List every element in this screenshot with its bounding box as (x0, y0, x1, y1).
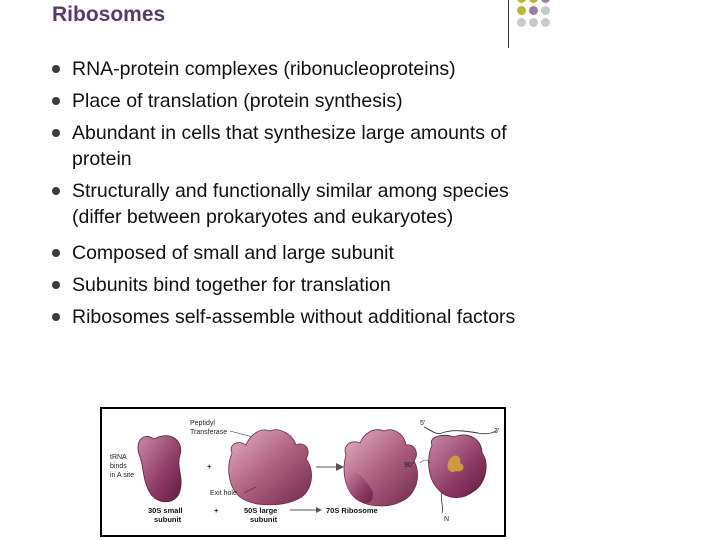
bullet-list (50, 56, 550, 336)
bullet-icon (52, 187, 60, 195)
small-subunit-label-line1: 30S small (148, 506, 183, 515)
divider-line (508, 0, 509, 48)
ribosome-diagram (102, 409, 506, 537)
bullet-icon (52, 249, 60, 257)
bullet-text: Composed of small and large subunit (72, 242, 394, 264)
small-subunit-shape (138, 436, 181, 502)
peptidyl-label-line1: Peptidyl (190, 420, 215, 427)
ribosome-70s-label: 70S Ribosome (326, 506, 378, 515)
bullet-icon (52, 65, 60, 73)
trna-label-line2: binds (110, 463, 127, 470)
label-arrow-head (316, 507, 322, 513)
plus-sign-bottom: + (214, 506, 219, 515)
large-subunit-label-line2: subunit (250, 515, 278, 524)
bullet-item (50, 178, 550, 230)
five-prime-label: 5' (420, 420, 426, 427)
bullet-icon (52, 129, 60, 137)
decorative-dot (529, 6, 538, 15)
bullet-text: Place of translation (protein synthesis) (72, 90, 403, 112)
mrna-strand (424, 427, 496, 434)
decorative-dot (541, 6, 550, 15)
decorative-dot (541, 0, 550, 3)
bullet-item (50, 88, 550, 114)
assembly-arrow-head (336, 463, 344, 471)
plus-sign-top: + (207, 462, 212, 471)
polypeptide-chain (441, 493, 442, 513)
decorative-dot (517, 0, 526, 3)
bullet-text: Structurally and functionally similar among species (differ between prokaryotes and eukaryotes) (72, 180, 509, 228)
decorative-dot (517, 18, 526, 27)
bullet-item (50, 304, 550, 330)
peptidyl-label-line2: Transferase (190, 429, 228, 436)
large-subunit-label-line1: 50S large (244, 506, 278, 515)
bullet-text: Abundant in cells that synthesize large amounts of protein (72, 122, 507, 170)
ribosome-assembly-figure (100, 407, 506, 537)
decorative-dot (541, 18, 550, 27)
bullet-text: Subunits bind together for translation (72, 274, 391, 296)
bullet-icon (52, 281, 60, 289)
trna-label-line3: in A site (110, 472, 135, 479)
exit-hole-label: Exit hole (210, 490, 237, 497)
bullet-item (50, 120, 550, 172)
decorative-dot (529, 18, 538, 27)
bullet-item (50, 240, 550, 266)
bullet-text: Ribosomes self-assemble without additional factors (72, 306, 516, 328)
decorative-dot (529, 0, 538, 3)
decorative-dot (517, 6, 526, 15)
angle-label: 90° (404, 462, 415, 469)
bullet-icon (52, 313, 60, 321)
bullet-text: RNA-protein complexes (ribonucleoproteins) (72, 58, 456, 80)
slide-title: Ribosomes (52, 3, 166, 26)
large-subunit-shape (229, 430, 312, 505)
bullet-item (50, 272, 550, 298)
three-prime-label: 3' (494, 428, 500, 435)
n-terminus-label: N (444, 516, 450, 523)
bullet-item (50, 56, 550, 82)
bullet-icon (52, 97, 60, 105)
small-subunit-label-line2: subunit (154, 515, 182, 524)
trna-label-line1: tRNA (110, 454, 127, 461)
